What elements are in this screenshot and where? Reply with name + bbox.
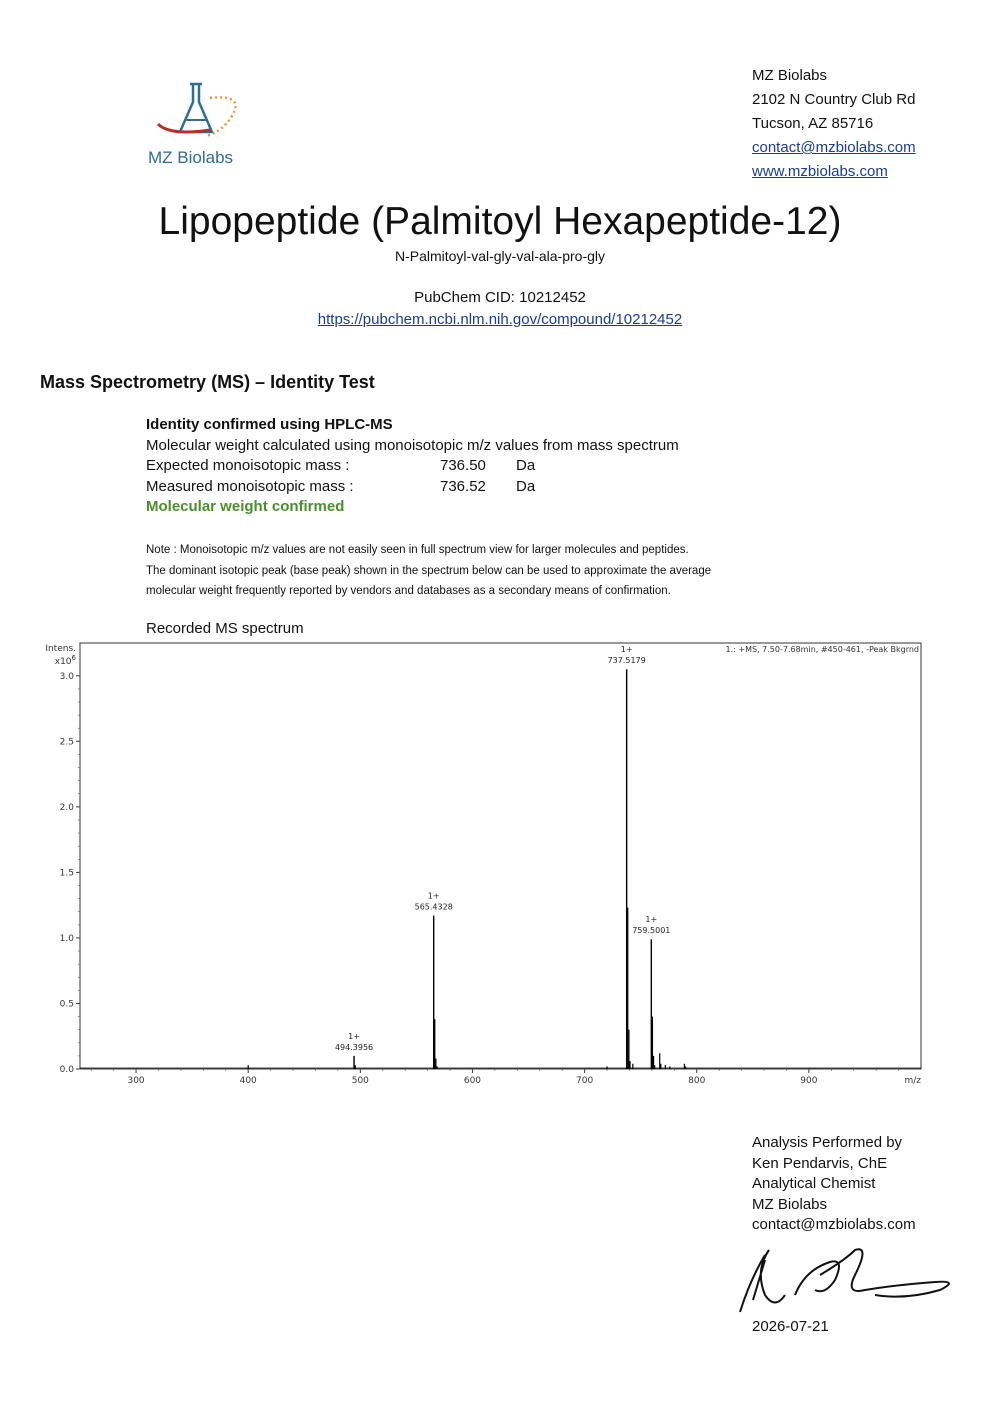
measured-unit: Da	[516, 477, 536, 495]
pubchem-link[interactable]: https://pubchem.ncbi.nlm.nih.gov/compound/10212452	[317, 311, 683, 328]
y-tick-label: 3.0	[59, 671, 74, 682]
y-tick-label: 2.5	[59, 737, 74, 748]
note-line-2: The dominant isotopic peak (base peak) shown in the spectrum below can be used to approximate the average	[146, 564, 712, 577]
measured-value: 736.52	[440, 477, 486, 495]
y-tick-label: 0.5	[59, 999, 74, 1010]
x-tick-label: 700	[576, 1076, 594, 1086]
peak-mz-label: 759.5001	[632, 926, 671, 936]
peak-charge-label: 1+	[427, 891, 440, 901]
identity-heading: Identity confirmed using HPLC-MS	[146, 416, 393, 433]
y-tick-label: 1.5	[59, 868, 74, 879]
peak-mz-label: 565.4328	[414, 902, 453, 912]
logo-text: MZ Biolabs	[148, 148, 234, 167]
section-title: Mass Spectrometry (MS) – Identity Test	[40, 372, 375, 392]
address-line-1: 2102 N Country Club Rd	[752, 91, 916, 108]
measured-label: Measured monoisotopic mass :	[146, 477, 354, 495]
email-link[interactable]: contact@mzbiolabs.com	[752, 139, 916, 156]
x-tick-label: 900	[800, 1076, 818, 1086]
note-block	[146, 540, 711, 602]
website-link[interactable]: www.mzbiolabs.com	[752, 163, 888, 180]
spectrum-info-label: 1.: +MS, 7.50-7.68min, #450-461, -Peak Bkgrnd	[725, 645, 919, 654]
pubchem-cid: PubChem CID: 10212452	[414, 289, 586, 306]
peak-charge-label: 1+	[645, 915, 658, 925]
signoff-line-1: Analysis Performed by	[752, 1134, 903, 1151]
spectrum-caption: Recorded MS spectrum	[146, 620, 304, 637]
expected-label: Expected monoisotopic mass :	[146, 457, 350, 474]
y-axis-label: Intens.	[45, 644, 76, 654]
signoff-company: MZ Biolabs	[752, 1195, 828, 1213]
peak-charge-label: 1+	[348, 1031, 360, 1041]
x-tick-label: 800	[688, 1076, 706, 1086]
expected-mass-row	[146, 456, 679, 477]
y-scale-label: $x10^6$	[54, 654, 76, 667]
x-tick-label: 400	[239, 1076, 257, 1086]
x-tick-label: 300	[127, 1076, 145, 1086]
identity-block	[146, 415, 679, 518]
page-title: Lipopeptide (Palmitoyl Hexapeptide-12)	[158, 200, 842, 243]
signoff-email: contact@mzbiolabs.com	[752, 1216, 916, 1233]
handwritten-signature	[735, 1240, 960, 1315]
expected-value: 736.50	[440, 457, 486, 474]
note-line-1: Note : Monoisotopic m/z values are not easily seen in full spectrum view for larger molecules and peptides.	[146, 544, 689, 556]
x-tick-label: 500	[351, 1076, 369, 1086]
y-tick-label: 0.0	[59, 1065, 74, 1075]
analyst-name: Ken Pendarvis, ChE	[752, 1154, 888, 1172]
signoff-block	[752, 1133, 916, 1236]
expected-unit: Da	[516, 457, 536, 474]
ms-spectrum-chart	[40, 638, 940, 1088]
x-axis-label: m/z	[904, 1076, 921, 1086]
peptide-sequence: N-Palmitoyl-val-gly-val-ala-pro-gly	[394, 248, 606, 264]
method-text: Molecular weight calculated using monoisotopic m/z values from mass spectrum	[146, 436, 679, 454]
company-name: MZ Biolabs	[752, 67, 828, 84]
peak-mz-label: 737.5179	[607, 656, 646, 666]
signoff-date: 2026-07-21	[752, 1318, 829, 1335]
peak-charge-label: 1+	[620, 645, 633, 655]
x-tick-label: 600	[463, 1076, 482, 1086]
measured-mass-row	[146, 477, 679, 498]
company-address	[752, 64, 916, 184]
plot-frame	[80, 643, 921, 1069]
y-tick-label: 1.0	[59, 933, 74, 944]
address-line-2: Tucson, AZ 85716	[752, 115, 874, 132]
peak-mz-label: 494.3956	[334, 1042, 374, 1052]
note-line-3: molecular weight frequently reported by vendors and databases as a secondary means of confirmation.	[146, 585, 671, 597]
confirmation-text: Molecular weight confirmed	[146, 498, 345, 515]
analyst-title: Analytical Chemist	[752, 1175, 876, 1192]
flask-icon	[180, 84, 212, 132]
y-tick-label: 2.0	[59, 802, 74, 813]
